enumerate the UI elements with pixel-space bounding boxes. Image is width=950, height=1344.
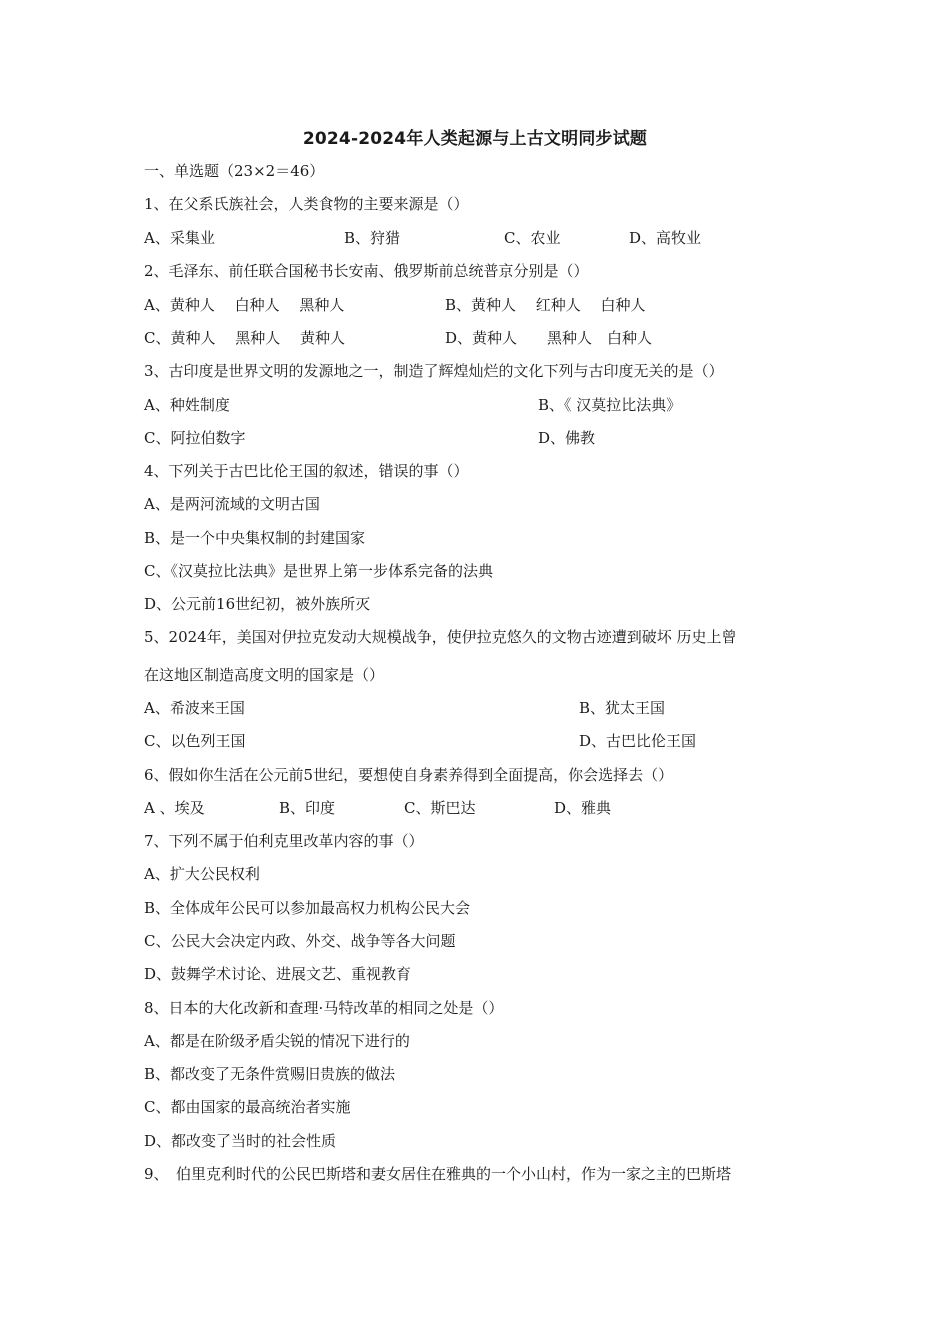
question-4-option-d: D、公元前16世纪初，被外族所灭 [144, 595, 371, 613]
question-5-stem-line-1: 5、2024年，美国对伊拉克发动大规模战争，使伊拉克悠久的文物古迹遭到破坏 历史上曾 [144, 628, 737, 646]
question-5-option-b: B、犹太王国 [579, 699, 666, 717]
question-6-option-a: A 、埃及 [144, 799, 205, 817]
question-8-option-b: B、都改变了无条件赏赐旧贵族的做法 [144, 1065, 396, 1083]
question-1-stem: 1、在父系氏族社会，人类食物的主要来源是（） [144, 195, 469, 213]
question-2-stem: 2、毛泽东、前任联合国秘书长安南、俄罗斯前总统普京分别是（） [144, 262, 589, 280]
question-6-option-c: C、斯巴达 [404, 799, 476, 817]
question-3-option-c: C、阿拉伯数字 [144, 429, 246, 447]
question-6-option-d: D、雅典 [554, 799, 612, 817]
question-6-option-b: B、印度 [279, 799, 336, 817]
question-1-option-d: D、高牧业 [629, 229, 702, 247]
question-2-option-c: C、黄种人 黑种人 黄种人 [144, 329, 346, 347]
question-5-stem-line-2: 在这地区制造高度文明的国家是（） [144, 666, 385, 684]
question-4-option-a: A、是两河流域的文明古国 [144, 495, 320, 513]
question-8-stem: 8、日本的大化改新和查理·马特改革的相同之处是（） [144, 999, 504, 1017]
document-title: 2024-2024年人类起源与上古文明同步试题 [302, 129, 648, 149]
question-5-option-a: A、希波来王国 [144, 699, 245, 717]
section-heading: 一、单选题（23×2＝46） [144, 162, 325, 180]
question-3-stem: 3、古印度是世界文明的发源地之一，制造了辉煌灿烂的文化下列与古印度无关的是（） [144, 362, 724, 380]
question-4-stem: 4、下列关于古巴比伦王国的叙述，错误的事（） [144, 462, 469, 480]
question-4-option-c: C、《汉莫拉比法典》是世界上第一步体系完备的法典 [144, 562, 493, 580]
question-5-option-c: C、以色列王国 [144, 732, 246, 750]
question-7-option-a: A、扩大公民权利 [144, 865, 260, 883]
question-8-option-c: C、都由国家的最高统治者实施 [144, 1098, 351, 1116]
question-7-option-c: C、公民大会决定内政、外交、战争等各大问题 [144, 932, 456, 950]
question-8-option-d: D、都改变了当时的社会性质 [144, 1132, 337, 1150]
question-1-option-b: B、狩猎 [344, 229, 401, 247]
question-7-stem: 7、下列不属于伯利克里改革内容的事（） [144, 832, 424, 850]
question-2-option-d: D、黄种人 黑种人 白种人 [445, 329, 653, 347]
question-9-stem: 9、 伯里克利时代的公民巴斯塔和妻女居住在雅典的一个小山村，作为一家之主的巴斯塔 [144, 1165, 732, 1183]
question-6-stem: 6、假如你生活在公元前5世纪，要想使自身素养得到全面提高，你会选择去（） [144, 766, 674, 784]
question-2-option-b: B、黄种人 红种人 白种人 [445, 296, 646, 314]
question-3-option-b: B、《 汉莫拉比法典》 [538, 396, 682, 414]
question-4-option-b: B、是一个中央集权制的封建国家 [144, 529, 366, 547]
question-1-option-a: A、采集业 [144, 229, 215, 247]
question-5-option-d: D、古巴比伦王国 [579, 732, 697, 750]
question-7-option-d: D、鼓舞学术讨论、进展文艺、重视教育 [144, 965, 412, 983]
question-3-option-d: D、佛教 [538, 429, 596, 447]
question-2-option-a: A、黄种人 白种人 黑种人 [144, 296, 345, 314]
question-1-option-c: C、农业 [504, 229, 561, 247]
question-7-option-b: B、全体成年公民可以参加最高权力机构公民大会 [144, 899, 471, 917]
question-8-option-a: A、都是在阶级矛盾尖锐的情况下进行的 [144, 1032, 410, 1050]
question-3-option-a: A、种姓制度 [144, 396, 230, 414]
